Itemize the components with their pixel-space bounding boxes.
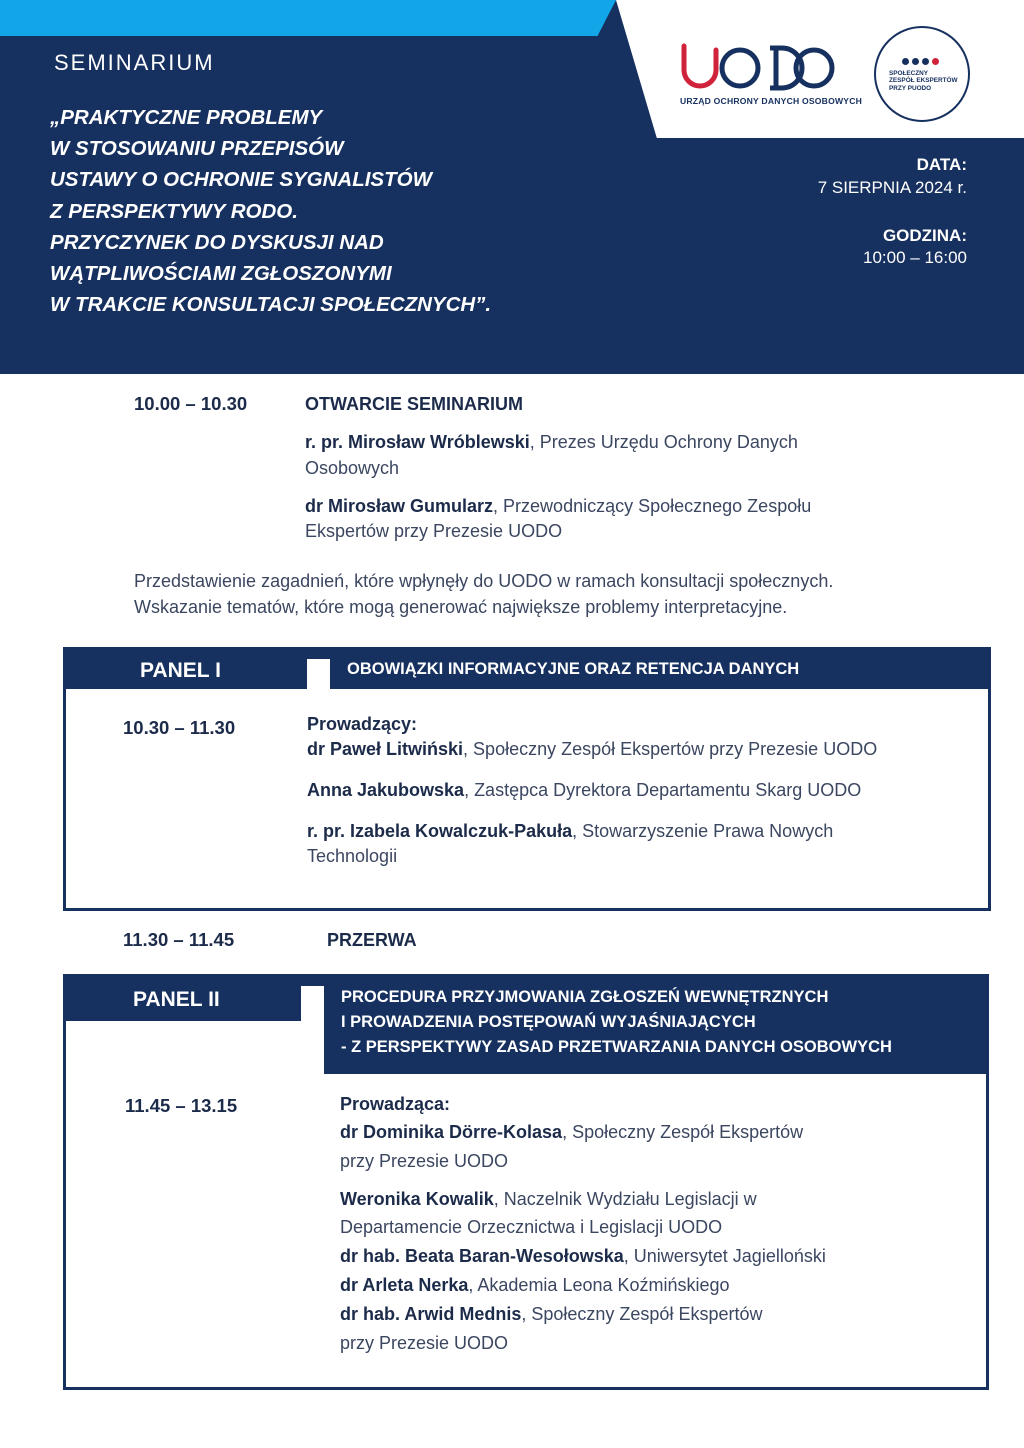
- header-accent-stripe: [0, 0, 616, 36]
- opening-intro-line-2: Wskazanie tematów, które mogą generować największe problemy interpretacyjne.: [134, 597, 788, 617]
- panel-2-speaker-3: dr hab. Beata Baran-Wesołowska, Uniwersytet Jagielloński: [340, 1246, 826, 1266]
- expert-team-logo: [874, 26, 970, 122]
- panel-2-speaker-1: dr Dominika Dörre-Kolasa, Społeczny Zespół Ekspertów: [340, 1122, 804, 1142]
- panel-2-speaker-1-cont: przy Prezesie UODO: [340, 1151, 509, 1171]
- opening-speaker-1-cont: Osobowych: [305, 458, 400, 478]
- panel-2-time: 11.45 – 13.15: [125, 1095, 238, 1116]
- opening-speaker-1: r. pr. Mirosław Wróblewski, Prezes Urzędu Ochrony Danych: [305, 432, 798, 452]
- opening-intro-line-1: Przedstawienie zagadnień, które wpłynęły do UODO w ramach konsultacji społecznych.: [134, 571, 834, 591]
- panel-2-topic-line: - Z PERSPEKTYWY ZASAD PRZETWARZANIA DANYCH OSOBOWYCH: [341, 1038, 892, 1056]
- opening-title: OTWARCIE SEMINARIUM: [305, 394, 523, 414]
- panel-2-label: PANEL II: [133, 988, 220, 1011]
- uodo-subtitle: URZĄD OCHRONY DANYCH OSOBOWYCH: [680, 96, 863, 106]
- panel-2-topic-line: PROCEDURA PRZYJMOWANIA ZGŁOSZEŃ WEWNĘTRZNYCH: [341, 988, 829, 1006]
- panel-1-speaker-3: r. pr. Izabela Kowalczuk-Pakuła, Stowarzyszenie Prawa Nowych: [307, 821, 834, 841]
- opening-speaker-2: dr Mirosław Gumularz, Przewodniczący Społecznego Zespołu: [305, 496, 812, 516]
- title-line: USTAWY O OCHRONIE SYGNALISTÓW: [50, 168, 432, 191]
- eyebrow-label: SEMINARIUM: [54, 50, 215, 75]
- panel-2-speaker-4: dr Arleta Nerka, Akademia Leona Koźmińskiego: [340, 1275, 730, 1295]
- title-line: „PRAKTYCZNE PROBLEMY: [50, 106, 323, 129]
- break-label: PRZERWA: [327, 930, 417, 950]
- time-value: 10:00 – 16:00: [863, 248, 967, 267]
- logo-dots: [902, 58, 942, 65]
- panel-1-speaker-2: Anna Jakubowska, Zastępca Dyrektora Departamentu Skarg UODO: [307, 780, 862, 800]
- panel-2-speaker-5: dr hab. Arwid Mednis, Społeczny Zespół Ekspertów: [340, 1304, 763, 1324]
- date-label: DATA:: [916, 155, 967, 174]
- title-line: W TRAKCIE KONSULTACJI SPOŁECZNYCH”.: [50, 293, 492, 316]
- expert-logo-text: SPOŁECZNY ZESPÓŁ EKSPERTÓW PRZY PUODO: [889, 70, 958, 92]
- date-value: 7 SIERPNIA 2024 r.: [817, 178, 967, 197]
- opening-speaker-2-cont: Ekspertów przy Prezesie UODO: [305, 521, 563, 541]
- title-line: WĄTPLIWOŚCIAMI ZGŁOSZONYMI: [50, 262, 392, 285]
- opening-time: 10.00 – 10.30: [134, 393, 248, 414]
- title-line: Z PERSPEKTYWY RODO.: [50, 200, 298, 223]
- panel-1-time: 10.30 – 11.30: [123, 717, 236, 738]
- panel-1-speaker-1: dr Paweł Litwiński, Społeczny Zespół Ekspertów przy Prezesie UODO: [307, 739, 878, 759]
- panel-2-host-label: Prowadząca:: [340, 1094, 451, 1114]
- title-line: W STOSOWANIU PRZEPISÓW: [50, 137, 344, 160]
- break-time: 11.30 – 11.45: [123, 929, 235, 950]
- panel-2-speaker-2: Weronika Kowalik, Naczelnik Wydziału Legislacji w: [340, 1189, 757, 1209]
- panel-1-topic: OBOWIĄZKI INFORMACYJNE ORAZ RETENCJA DANYCH: [347, 660, 800, 678]
- panel-2-topic-line: I PROWADZENIA POSTĘPOWAŃ WYJAŚNIAJĄCYCH: [341, 1013, 756, 1031]
- time-label: GODZINA:: [882, 226, 967, 245]
- panel-1-speaker-3-cont: Technologii: [307, 846, 398, 866]
- panel-2-speaker-2-cont: Departamencie Orzecznictwa i Legislacji UODO: [340, 1217, 723, 1237]
- title-line: PRZYCZYNEK DO DYSKUSJI NAD: [50, 231, 384, 254]
- panel-1-label: PANEL I: [140, 659, 221, 682]
- panel-1-host-label: Prowadzący:: [307, 714, 418, 734]
- panel-2-speaker-5-cont: przy Prezesie UODO: [340, 1333, 509, 1353]
